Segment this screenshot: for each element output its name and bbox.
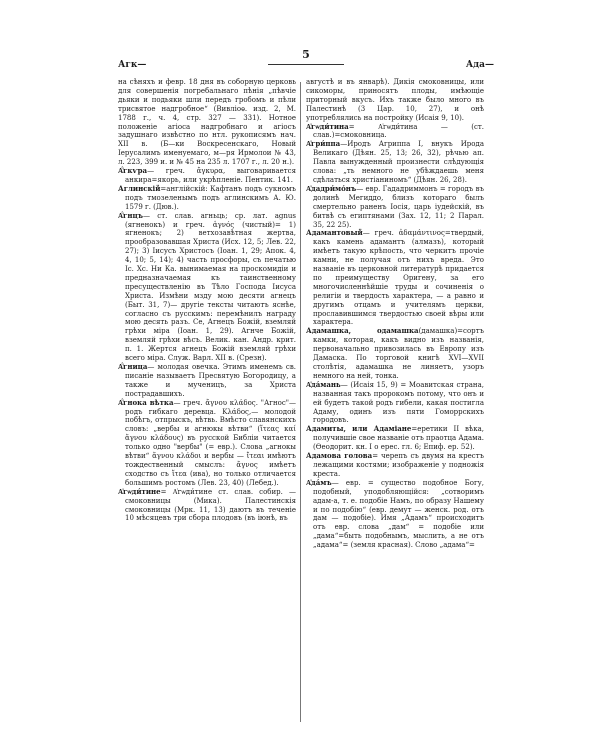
dictionary-entry — [306, 479, 484, 550]
entry-headword: А҆́гкѵра — [118, 166, 148, 176]
entry-definition: =англійскій: Кафтанъ подъ сукномъ подъ тмозеленымъ подъ аглинскимъ А. Ю. 1579 г. (Дюв.). — [125, 184, 296, 211]
entry-headword: Адамиты, или Адаміане — [306, 424, 412, 434]
dictionary-entry — [306, 381, 484, 426]
page-number: 5 — [302, 48, 310, 61]
entry-headword: Адамашка, одамашка — [306, 326, 419, 336]
dictionary-entry — [118, 167, 296, 185]
entry-headword: А҆́гнока вѣтка — [118, 397, 174, 407]
dictionary-entry — [306, 327, 484, 380]
entry-definition: — ст. слав. агньць; ср. лат. agnus (ягненокъ) и греч. ἁγνός (чистый)= 1) ягненокъ; 2) ветхозавѣтная жертва, прообразовавшая Христа (Исх. 12, 5; Лев. 22, 27); 3) Іисусъ Христосъ (Іоан. 1, 29; Апок. 4, 4, 10; 5, 14); 4) часть просфоры, съ печатью Іс. Хс. Ни Ка. вынимаемая на проскомидіи и предназначаемая къ таинственному пресуществленію въ Тѣло Господа Іисуса Христа. Измѣни мзду мою десяти агнецъ (Быт. 31, 7)— другіе тексты читаютъ яснѣе, согласно съ русскимъ: перемѣнилъ награду мою десять разъ. Се, Агнецъ Божій, вземляй грѣхи міра (Іоан. 1, 29). Агнче Божій, вземляй грѣхи вѣсъ. Велик. кан. Андр. крит. п. 1. Жертся агнецъ Божій вземляй грѣхи всего міра. Служ. Варл. XII в. (Срезн). — [125, 211, 296, 363]
dictionary-entry — [306, 452, 484, 479]
entry-definition: (дамашка)=сортъ камки, которая, какъ видно изъ названія, первоначально привозилась въ Европу изъ Дамаска. По торговой книгѣ XVI—XVII столѣтія, адамашка не линяетъ, узоръ немного на ней, тонка. — [313, 327, 484, 380]
header-rule — [268, 64, 344, 65]
dictionary-entry — [306, 78, 484, 123]
dictionary-entry — [306, 123, 484, 141]
left-running-head: Агк— — [118, 60, 147, 70]
entry-definition: на сѣняхъ и февр. 18 дня въ соборную церковь для совершенія погребальнаго пѣнія „пѣвчіе дьяки и подьяки шли передъ гробомъ и пѣли трисвятое надгробное“ (Вивліоѳ. изд. 2, М. 1788 г., ч. 4, стр. 327 — 331). Нотное положеніе агіоса надгробнаго и агіосъ задушнаго извѣстно по нтл. рукописямъ нач. XII в. (Б—ки Воскресенскаго, Новый Іерусалимъ именуемаго, м—ря Ирмолои № 43, л. 223, 399 и. и № 45 на 235 л. 1707 г., л. 20 н.). — [118, 78, 296, 167]
dictionary-entry — [306, 185, 484, 230]
entry-headword: А҆́гница — [118, 362, 148, 371]
dictionary-entry — [118, 212, 296, 363]
dictionary-entry — [306, 140, 484, 185]
entry-definition: — греч. ἄγκυρα, выговаривается анкира=якорь, или укрѣпленіе. Пентик. 141. — [125, 167, 296, 184]
right-column — [306, 78, 484, 728]
entry-headword: Адамова голова — [306, 451, 373, 461]
entry-definition: августѣ и въ январѣ). Дикія смоковницы, или сикоморы, приносятъ плоды, имѣющіе приторный вкусъ. Ихъ также было много въ Палестинѣ (3 Цар. 10, 27), и онѣ употреблялись на постройку (Исаія 9, 10). — [306, 78, 484, 122]
entry-definition: — греч. ἀδαμάντινος=твердый, какъ камень адамантъ (алмазъ), который имѣетъ такую крѣпость, что черкитъ прочіе камни, не получая отъ нихъ вреда. Это названіе въ церковной литературѣ придается по преимуществу Оригену, за его многочисленнѣйшіе труды и сочиненія о религіи и твердость характера, — а равно и другимъ отцамъ и учителямъ церкви, прославившимся твердостью своей вѣры или характера. — [313, 229, 484, 327]
entry-headword: Аглинскій — [118, 183, 161, 193]
left-column — [118, 78, 296, 728]
dictionary-entry — [118, 185, 296, 212]
dictionary-entry — [118, 78, 296, 167]
entry-headword: А҆гри́ппа — [306, 139, 341, 149]
entry-headword: А҆гѡди́тина — [306, 121, 349, 131]
entry-headword: А҆да́мъ — [306, 477, 332, 487]
entry-definition: —Иродъ Агриппа I, внукъ Ирода Великаго (Дѣян. 25, 13; 26, 32), рѣчью ап. Павла вынужденный произнести слѣдующія слова: „ть немного не убѣждаешь меня сдѣлаться христіаниномъ“ (Дѣян. 26, 28). — [313, 140, 484, 184]
dictionary-entry — [306, 425, 484, 452]
dictionary-entry — [118, 399, 296, 488]
entry-headword: А҆́гнцъ — [118, 210, 144, 220]
entry-definition: = черепъ съ двумя на крестъ лежащими костями; изображеніе у подножія креста. — [313, 452, 484, 478]
entry-definition: — греч. ἄγνου κλάδος. "Агнос"—родъ гибкаго деревца. Κλάδος,— молодой побѣгъ, отпрыскъ, вѣтвь. Вмѣсто славянскихъ словъ: „вербы и агнюкы вѣтви“ (ἴτεας καί ἄγνου κλάδους) въ русской Библіи читается только одно "вербы" (= евр.). Слова „агнокы вѣтви“ ἄγνου κλάδοι и вербы — ἴτεαι имѣютъ тождественный смыслъ: ἄγνος имѣетъ сходство съ ἴτεα (ива), но только отличается большимъ ростомъ (Лев. 23, 40) (Лебед.). — [125, 398, 296, 487]
page-header — [118, 48, 494, 78]
entry-definition: = А҆гѡди́тина — (ст. слав.)=смоковница. — [313, 122, 484, 140]
dictionary-entry — [118, 363, 296, 399]
entry-headword: А҆да́мань — [306, 379, 341, 389]
entry-definition: — евр. Гададриммонъ = городъ въ долинѣ Мегиддо, близъ котораго былъ смертельно раненъ Іосія, царь іудейскій, въ битвѣ съ египтянами (Зах. 12, 11; 2 Парал. 35, 22 25). — [313, 184, 484, 229]
entry-definition: — молодая овечка. Этимъ именемъ св. писаніе называетъ Пресвятую Богородицу, а также и мученицъ, за Христа пострадавшихъ. — [125, 363, 296, 398]
column-divider — [300, 82, 301, 722]
right-running-head: Ада— — [465, 60, 494, 70]
entry-definition: — (Исаія 15, 9) = Моавитская страна, названная такъ пророкомъ потому, что онъ и ей будетъ такой родъ гибели, какая постигла Адаму, одинъ изъ пяти Гоморрскихъ городовъ. — [313, 380, 484, 425]
entry-headword: А҆гѡди́тине — [118, 486, 161, 496]
entry-headword: Адамантовый — [306, 228, 363, 238]
entry-headword: А҆дадри́мо́нъ — [306, 183, 357, 193]
entry-definition: =еретики II вѣка, получившіе свое названіе отъ праотца Адама. (Ѳеодорит. кн. I о ерес. гл. 6; Епиф. ер. 52). — [313, 425, 484, 452]
dictionary-entry — [118, 488, 296, 524]
entry-definition: = А҆гѡди́тине ст. слав. собир. — смоковницы (Мика). Палестинскія смоковницы (Мрк. 11, 13) даютъ въ теченіе 10 мѣсяцевъ три сбора плодовъ (въ іюнѣ, въ — [125, 487, 296, 523]
entry-definition: — евр. = существо подобное Богу, подобный, уподобляющійся: „сотворимъ адам-а, т. е. подобіе Намъ, по образу Нашему и по подобію“ (евр. демут — женск. род. отъ дам — подобіе). Имя „Адамъ“ происходитъ отъ евр. слова „дам“ = подобіе или „дама“=быть подобнымъ, мыслить, а не отъ „адама“= (земля красная). Слово „адама“= — [313, 478, 484, 550]
dictionary-entry — [306, 229, 484, 327]
